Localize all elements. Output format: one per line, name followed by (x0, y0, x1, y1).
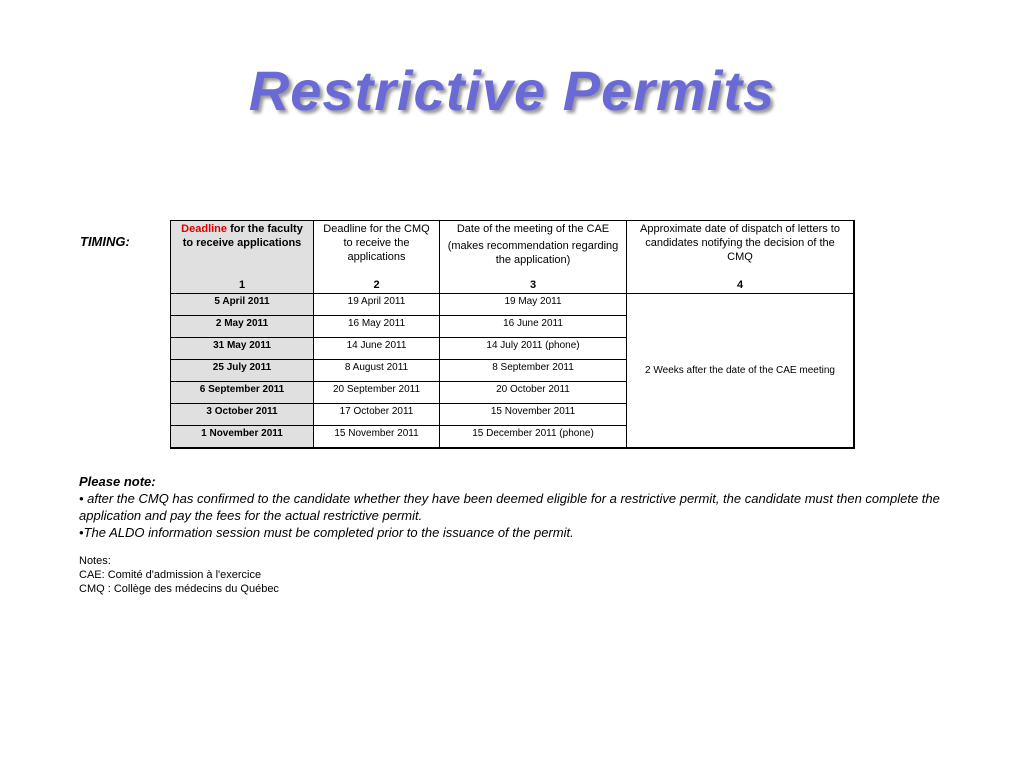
faculty-deadline-cell: 1 November 2011 (171, 426, 314, 449)
timing-label: TIMING: (80, 234, 130, 249)
faculty-deadline-cell: 3 October 2011 (171, 404, 314, 426)
abbreviation-line: CAE: Comité d'admission à l'exercice (79, 569, 262, 581)
cmq-deadline-cell: 17 October 2011 (314, 404, 440, 426)
faculty-deadline-cell: 5 April 2011 (171, 294, 314, 316)
cmq-deadline-cell: 20 September 2011 (314, 382, 440, 404)
header-subtext: (makes recommendation regarding the application) (447, 240, 619, 266)
faculty-deadline-cell: 31 May 2011 (171, 338, 314, 360)
page-title: Restrictive Permits (248, 59, 776, 122)
header-text: Approximate date of dispatch of letters to candidates notifying the decision of the CMQ (640, 223, 840, 263)
permit-schedule-table (170, 220, 855, 449)
header-highlight: Deadline (181, 223, 228, 235)
faculty-deadline-cell: 2 May 2011 (171, 316, 314, 338)
table-header-row (171, 221, 855, 294)
header-cmq-deadline (314, 221, 440, 294)
cmq-deadline-cell: 8 August 2011 (314, 360, 440, 382)
header-faculty-deadline (171, 221, 314, 294)
abbreviations-section (79, 554, 279, 596)
column-number: 2 (373, 279, 380, 291)
cae-meeting-cell: 8 September 2011 (440, 360, 627, 382)
column-number: 4 (736, 279, 744, 291)
cae-meeting-cell: 15 December 2011 (phone) (440, 426, 627, 449)
header-text: Date of the meeting of the CAE (456, 223, 610, 235)
cae-meeting-cell: 16 June 2011 (440, 316, 627, 338)
cae-meeting-cell: 20 October 2011 (440, 382, 627, 404)
cmq-deadline-cell: 19 April 2011 (314, 294, 440, 316)
abbreviation-line: CMQ : Collège des médecins du Québec (79, 583, 279, 595)
cmq-deadline-cell: 14 June 2011 (314, 338, 440, 360)
faculty-deadline-cell: 6 September 2011 (171, 382, 314, 404)
abbreviations-heading: Notes: (79, 555, 111, 567)
note-line: •The ALDO information session must be completed prior to the issuance of the permit. (79, 525, 574, 540)
please-note-section (79, 473, 979, 541)
table-row (171, 294, 855, 316)
column-number: 3 (529, 279, 537, 291)
faculty-deadline-cell: 25 July 2011 (171, 360, 314, 382)
cae-meeting-cell: 19 May 2011 (440, 294, 627, 316)
header-cae-meeting (440, 221, 627, 294)
cmq-deadline-cell: 16 May 2011 (314, 316, 440, 338)
please-note-heading: Please note: (79, 474, 156, 489)
column-number: 1 (238, 279, 246, 291)
cae-meeting-cell: 15 November 2011 (440, 404, 627, 426)
cmq-deadline-cell: 15 November 2011 (314, 426, 440, 449)
header-text: for the faculty to receive applications (182, 223, 303, 249)
dispatch-date-cell: 2 Weeks after the date of the CAE meeting (627, 294, 855, 449)
header-text: Deadline for the CMQ to receive the applications (323, 223, 430, 263)
note-line: • after the CMQ has confirmed to the candidate whether they have been deemed eligible for a restrictive permit, the candidate must then complete the application and pay the fees for the actual restrictive permit. (79, 491, 940, 523)
cae-meeting-cell: 14 July 2011 (phone) (440, 338, 627, 360)
header-dispatch-date (627, 221, 855, 294)
